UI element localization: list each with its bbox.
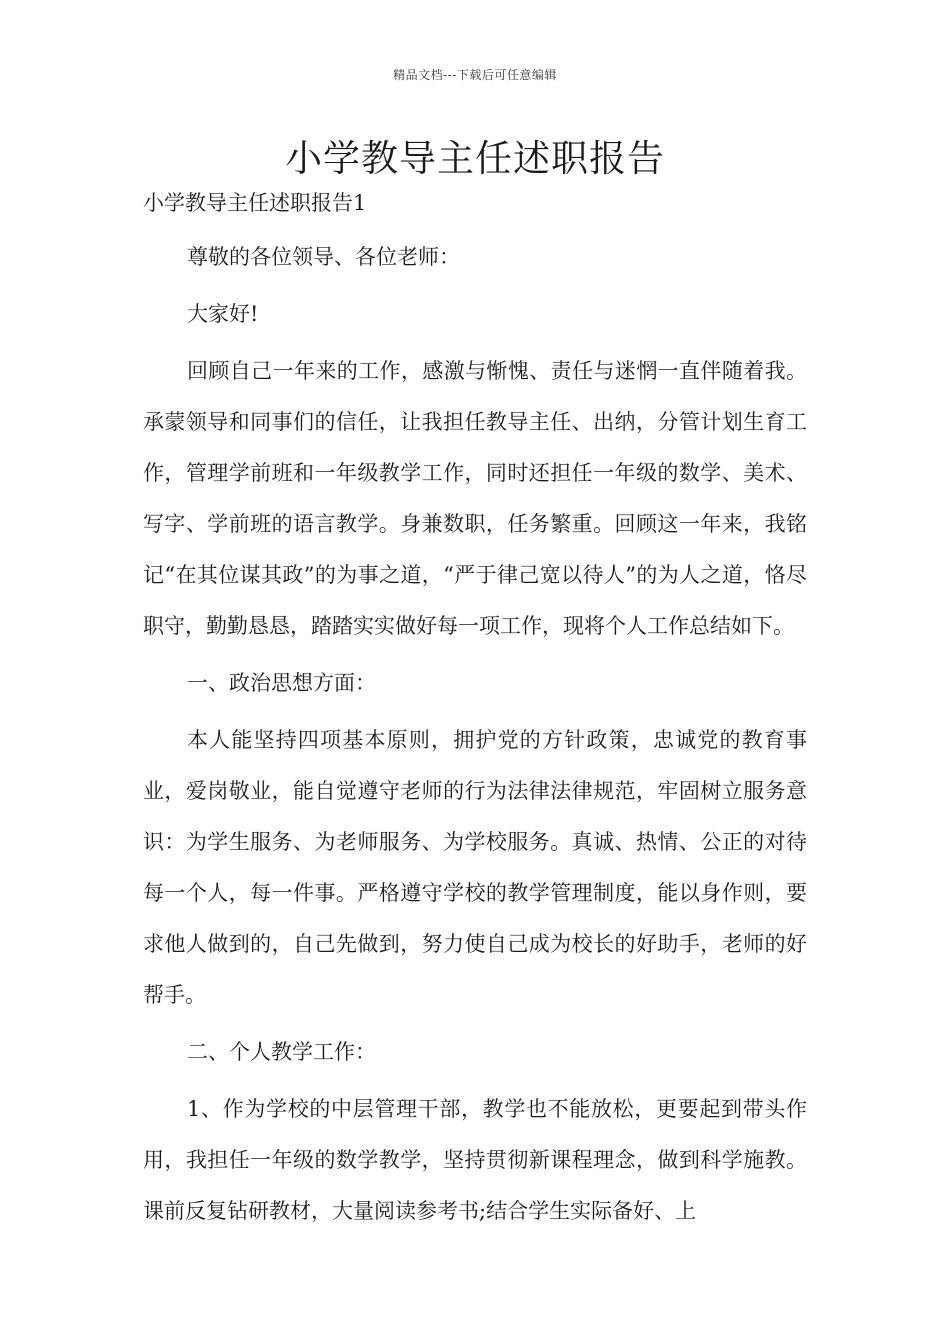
paragraph-review: 回顾自己一年来的工作，感激与惭愧、责任与迷惘一直伴随着我。承蒙领导和同事们的信任，让我担任教导主任、出纳，分管计划生育工作，管理学前班和一年级教学工作，同时还担任一年级的数学、美术、写字、学前班的语言教学。身兼数职，任务繁重。回顾这一年来，我铭记“在其位谋其政”的为事之道，“严于律己宽以待人”的为人之道，恪尽职守，勤勤恳恳，踏踏实实做好每一项工作，现将个人工作总结如下。 [143,359,807,638]
paragraph-greeting: 大家好! [187,302,259,326]
paragraph-salutation: 尊敬的各位领导、各位老师： [187,245,460,269]
section-heading-teaching: 二、个人教学工作： [187,1040,376,1064]
document-subtitle: 小学教导主任述职报告1 [143,191,367,215]
paragraph-teaching: 1、作为学校的中层管理干部，教学也不能放松，更要起到带头作用，我担任一年级的数学教学，坚持贯彻新课程理念，做到科学施教。课前反复钻研教材，大量阅读参考书;结合学生实际备好、上 [143,1097,807,1223]
document-body [143,232,807,1243]
paragraph-politics: 本人能坚持四项基本原则，拥护党的方针政策，忠诚党的教育事业，爱岗敬业，能自觉遵守老师的行为法律法律规范，牢固树立服务意识：为学生服务、为老师服务、为学校服务。真诚、热情、公正的对待每一个人，每一件事。严格遵守学校的教学管理制度，能以身作则，要求他人做到的，自己先做到，努力使自己成为校长的好助手，老师的好帮手。 [143,728,807,1007]
section-heading-politics: 一、政治思想方面： [187,671,376,695]
header-note: 精品文档---下载后可任意编辑 [393,68,557,82]
document-title: 小学教导主任述职报告 [285,137,665,180]
